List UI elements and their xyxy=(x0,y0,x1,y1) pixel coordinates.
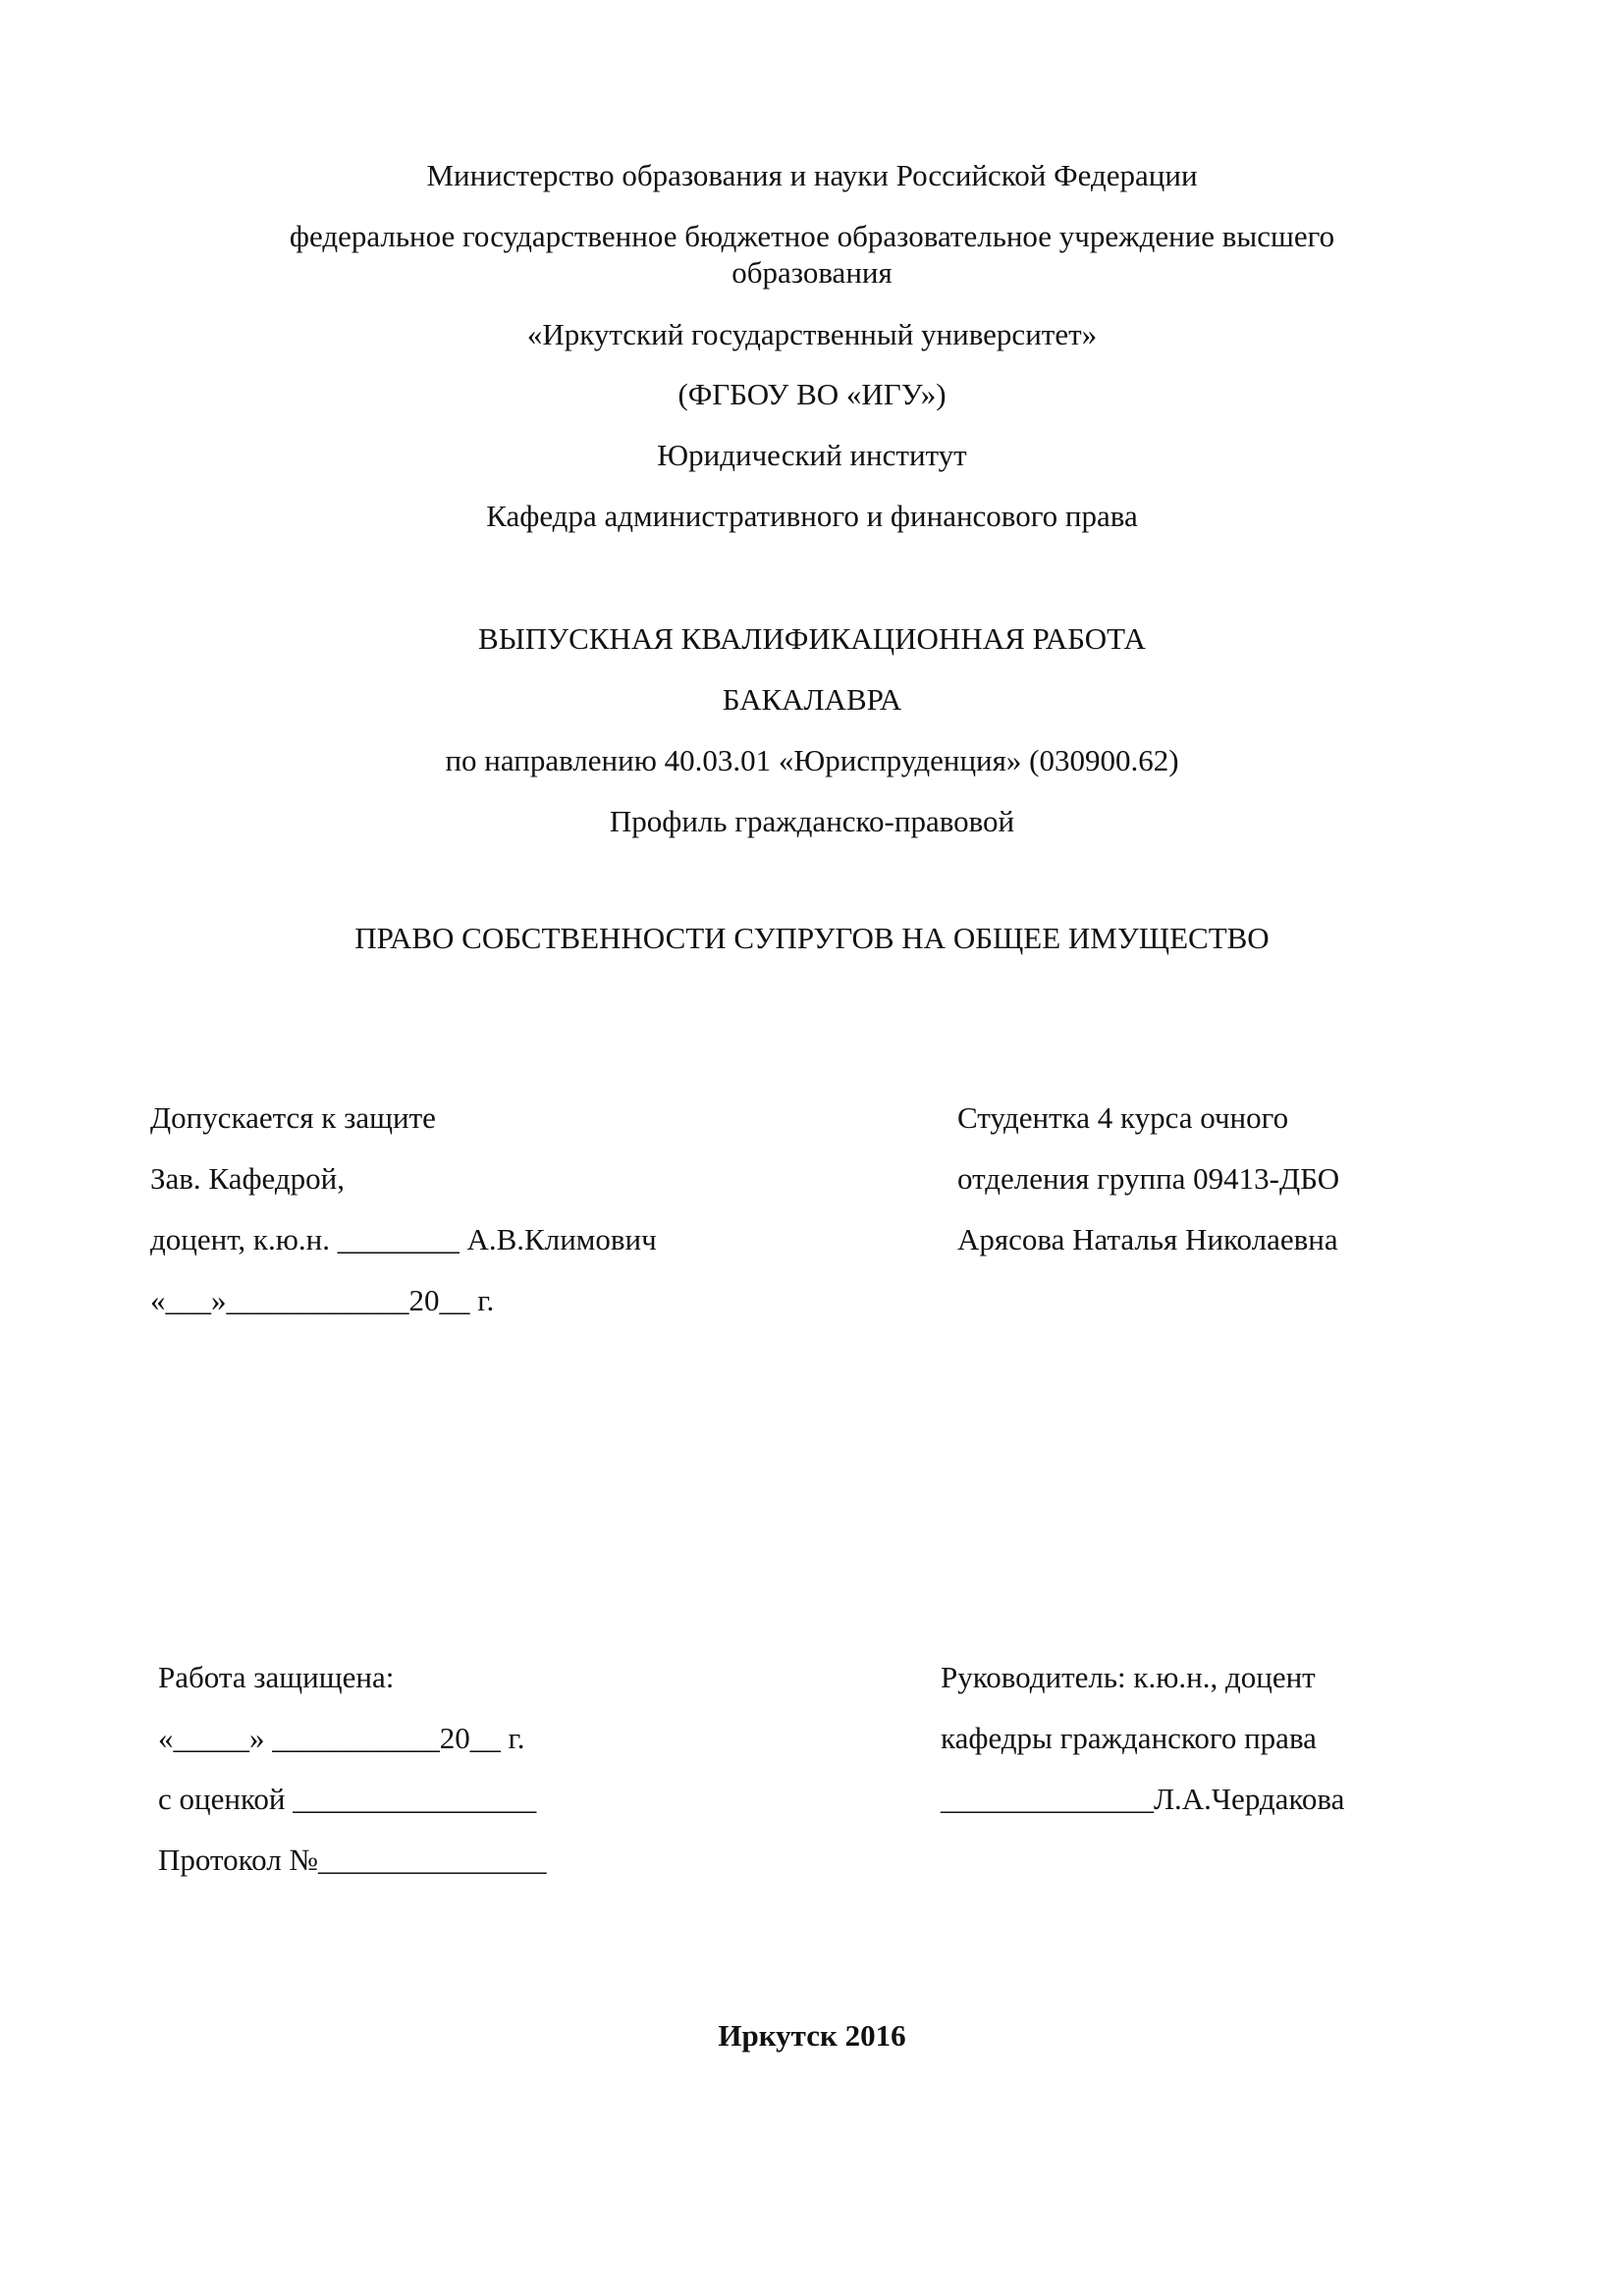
supervisor-signature-line: ______________Л.А.Чердакова xyxy=(941,1782,1345,1816)
student-name: Арясова Наталья Николаевна xyxy=(957,1222,1338,1256)
work-type-line1: ВЫПУСКНАЯ КВАЛИФИКАЦИОННАЯ РАБОТА xyxy=(478,621,1146,656)
defense-line1: Работа защищена: xyxy=(158,1660,395,1694)
supervisor-line2: кафедры гражданского права xyxy=(941,1721,1317,1755)
student-line1: Студентка 4 курса очного xyxy=(957,1100,1289,1135)
defense-protocol-line: Протокол №_______________ xyxy=(158,1842,547,1877)
admission-date-line: «___»____________20__ г. xyxy=(150,1283,495,1317)
admission-line3: доцент, к.ю.н. ________ А.В.Климович xyxy=(150,1222,657,1256)
ministry-name: Министерство образования и науки Российской Федерации xyxy=(426,158,1198,192)
defense-grade-line: с оценкой ________________ xyxy=(158,1782,537,1816)
institution-type-line2: образования xyxy=(731,255,893,290)
university-abbreviation: (ФГБОУ ВО «ИГУ») xyxy=(677,377,947,411)
admission-line2: Зав. Кафедрой, xyxy=(150,1161,346,1196)
supervisor-line1: Руководитель: к.ю.н., доцент xyxy=(941,1660,1316,1694)
admission-line1: Допускается к защите xyxy=(150,1100,436,1135)
defense-date-line: «_____» ___________20__ г. xyxy=(158,1721,525,1755)
study-profile: Профиль гражданско-правовой xyxy=(609,804,1015,838)
work-type-line2: БАКАЛАВРА xyxy=(722,682,902,717)
institution-type-line1: федеральное государственное бюджетное образовательное учреждение высшего xyxy=(289,219,1335,253)
institute-name: Юридический институт xyxy=(657,438,967,472)
department-name: Кафедра административного и финансового права xyxy=(486,499,1138,533)
university-name: «Иркутский государственный университет» xyxy=(526,317,1098,351)
study-direction: по направлению 40.03.01 «Юриспруденция» (030900.62) xyxy=(445,743,1179,777)
student-line2: отделения группа 09413-ДБО xyxy=(957,1161,1340,1196)
thesis-title: ПРАВО СОБСТВЕННОСТИ СУПРУГОВ НА ОБЩЕЕ ИМУЩЕСТВО xyxy=(354,921,1270,955)
city-year: Иркутск 2016 xyxy=(718,2018,906,2053)
